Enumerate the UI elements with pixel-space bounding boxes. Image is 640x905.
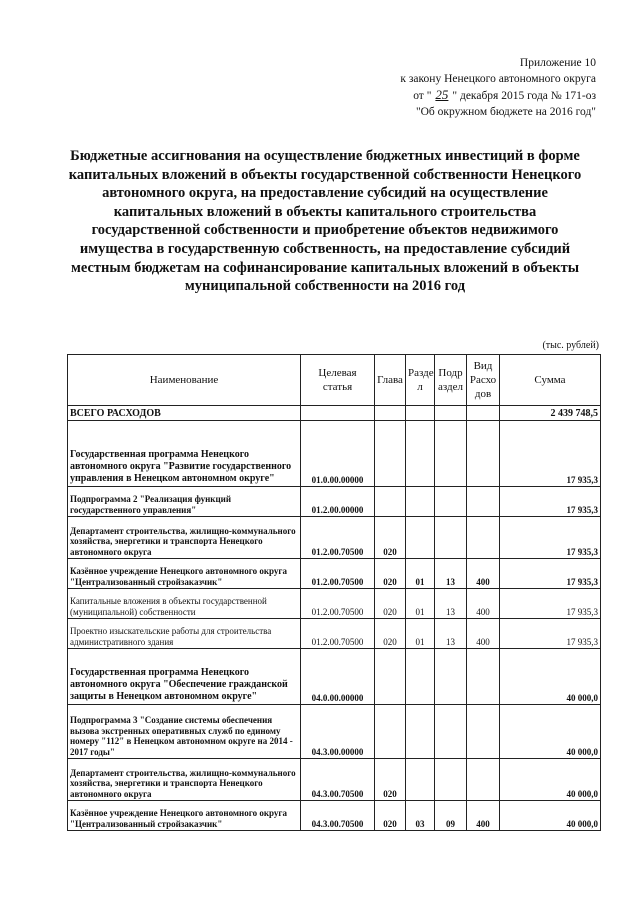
cell-section: 01 xyxy=(406,559,435,589)
units-label: (тыс. рублей) xyxy=(542,340,599,351)
appendix-law-title: "Об окружном бюджете на 2016 год" xyxy=(415,105,596,118)
cell-section xyxy=(406,421,435,487)
cell-amount: 2 439 748,5 xyxy=(500,406,601,421)
cell-section xyxy=(406,649,435,705)
header-amount: Сумма xyxy=(500,355,601,406)
cell-target: 04.3.00.00000 xyxy=(301,705,375,759)
cell-expense-type xyxy=(467,517,500,559)
header-section: Разде л xyxy=(406,355,435,406)
budget-table xyxy=(67,354,601,831)
cell-expense-type xyxy=(467,421,500,487)
cell-expense-type xyxy=(467,649,500,705)
table-row xyxy=(68,421,601,487)
cell-subsection xyxy=(435,406,467,421)
cell-target: 01.2.00.70500 xyxy=(301,517,375,559)
cell-expense-type: 400 xyxy=(467,589,500,619)
cell-section xyxy=(406,487,435,517)
cell-chapter xyxy=(375,487,406,517)
cell-subsection xyxy=(435,649,467,705)
cell-subsection: 13 xyxy=(435,619,467,649)
cell-name: Департамент строительства, жилищно-коммунального хозяйства, энергетики и транспорта Ненецкого автономного округа xyxy=(68,759,301,801)
cell-name: Государственная программа Ненецкого автономного округа "Развитие государственного управления в Ненецком автономном округе" xyxy=(68,421,301,487)
table-row xyxy=(68,559,601,589)
table-row xyxy=(68,487,601,517)
cell-subsection xyxy=(435,421,467,487)
cell-name: Государственная программа Ненецкого автономного округа "Обеспечение гражданской защиты в Ненецком автономном округе" xyxy=(68,649,301,705)
cell-amount: 17 935,3 xyxy=(500,517,601,559)
cell-subsection: 13 xyxy=(435,559,467,589)
cell-name: Подпрограмма 3 "Создание системы обеспечения вызова экстренных оперативных служб по единому номеру "112" в Ненецком автономном округе на 2014 - 2017 годы" xyxy=(68,705,301,759)
cell-subsection: 13 xyxy=(435,589,467,619)
cell-target: 01.0.00.00000 xyxy=(301,421,375,487)
table-row xyxy=(68,589,601,619)
appendix-number: Приложение 10 xyxy=(519,57,596,69)
cell-section: 01 xyxy=(406,619,435,649)
cell-target: 01.2.00.00000 xyxy=(301,487,375,517)
table-row xyxy=(68,517,601,559)
cell-amount: 17 935,3 xyxy=(500,559,601,589)
cell-target: 01.2.00.70500 xyxy=(301,619,375,649)
cell-amount: 40 000,0 xyxy=(500,649,601,705)
table-row xyxy=(68,801,601,831)
header-target: Целевая статья xyxy=(301,355,375,406)
cell-expense-type: 400 xyxy=(467,801,500,831)
cell-chapter: 020 xyxy=(375,801,406,831)
cell-subsection: 09 xyxy=(435,801,467,831)
cell-expense-type xyxy=(467,705,500,759)
cell-amount: 17 935,3 xyxy=(500,589,601,619)
cell-amount: 17 935,3 xyxy=(500,619,601,649)
cell-amount: 40 000,0 xyxy=(500,705,601,759)
cell-name: Казённое учреждение Ненецкого автономного округа "Централизованный стройзаказчик" xyxy=(68,559,301,589)
cell-target: 04.3.00.70500 xyxy=(301,759,375,801)
cell-name: Департамент строительства, жилищно-коммунального хозяйства, энергетики и транспорта Ненецкого автономного округа xyxy=(68,517,301,559)
header-chapter: Глава xyxy=(375,355,406,406)
cell-chapter: 020 xyxy=(375,759,406,801)
cell-target: 01.2.00.70500 xyxy=(301,589,375,619)
cell-expense-type xyxy=(467,759,500,801)
cell-name: Подпрограмма 2 "Реализация функций государственного управления" xyxy=(68,487,301,517)
cell-name: Казённое учреждение Ненецкого автономного округа "Централизованный стройзаказчик" xyxy=(68,801,301,831)
cell-chapter: 020 xyxy=(375,559,406,589)
cell-target: 01.2.00.70500 xyxy=(301,559,375,589)
cell-section xyxy=(406,517,435,559)
cell-amount: 17 935,3 xyxy=(500,421,601,487)
cell-expense-type xyxy=(467,406,500,421)
cell-amount: 17 935,3 xyxy=(500,487,601,517)
cell-chapter xyxy=(375,705,406,759)
cell-expense-type: 400 xyxy=(467,619,500,649)
document-title: Бюджетные ассигнования на осуществление бюджетных инвестиций в форме капитальных вложений в объекты государственной собственности Ненецкого автономного округа, на предоставление субсидий на осуществление капитальных вложений в объекты капитального строительства государственной собственности и приобретение объектов недвижимого имущества в государственную собственность, на предоставление субсидий местным бюджетам на софинансирование капитальных вложений в объекты муниципальной собственности на 2016 год xyxy=(68,148,582,295)
appendix-header xyxy=(400,56,596,120)
table-row xyxy=(68,619,601,649)
cell-name: Проектно изыскательские работы для строительства административного здания xyxy=(68,619,301,649)
cell-name: Капитальные вложения в объекты государственной (муниципальной) собственности xyxy=(68,589,301,619)
cell-subsection xyxy=(435,705,467,759)
cell-target xyxy=(301,406,375,421)
cell-target: 04.0.00.00000 xyxy=(301,649,375,705)
cell-expense-type: 400 xyxy=(467,559,500,589)
cell-subsection xyxy=(435,517,467,559)
cell-amount: 40 000,0 xyxy=(500,759,601,801)
appendix-law: к закону Ненецкого автономного округа xyxy=(400,72,596,85)
cell-subsection xyxy=(435,487,467,517)
cell-section xyxy=(406,759,435,801)
cell-section: 03 xyxy=(406,801,435,831)
table-row xyxy=(68,406,601,421)
header-name: Наименование xyxy=(68,355,301,406)
cell-chapter: 020 xyxy=(375,619,406,649)
table-header-row xyxy=(68,355,601,406)
cell-target: 04.3.00.70500 xyxy=(301,801,375,831)
table-row xyxy=(68,759,601,801)
table-row xyxy=(68,705,601,759)
table-row xyxy=(68,649,601,705)
cell-section: 01 xyxy=(406,589,435,619)
cell-name: ВСЕГО РАСХОДОВ xyxy=(68,406,301,421)
cell-chapter: 020 xyxy=(375,589,406,619)
cell-chapter xyxy=(375,421,406,487)
cell-amount: 40 000,0 xyxy=(500,801,601,831)
handwritten-day: 25 xyxy=(435,87,449,102)
appendix-date: от " 25 " декабря 2015 года № 171-оз xyxy=(413,87,596,102)
cell-subsection xyxy=(435,759,467,801)
header-subsection: Подр аздел xyxy=(435,355,467,406)
cell-section xyxy=(406,705,435,759)
cell-chapter xyxy=(375,649,406,705)
cell-chapter: 020 xyxy=(375,517,406,559)
cell-expense-type xyxy=(467,487,500,517)
cell-section xyxy=(406,406,435,421)
header-expense-type: Вид Расхо дов xyxy=(467,355,500,406)
cell-chapter xyxy=(375,406,406,421)
